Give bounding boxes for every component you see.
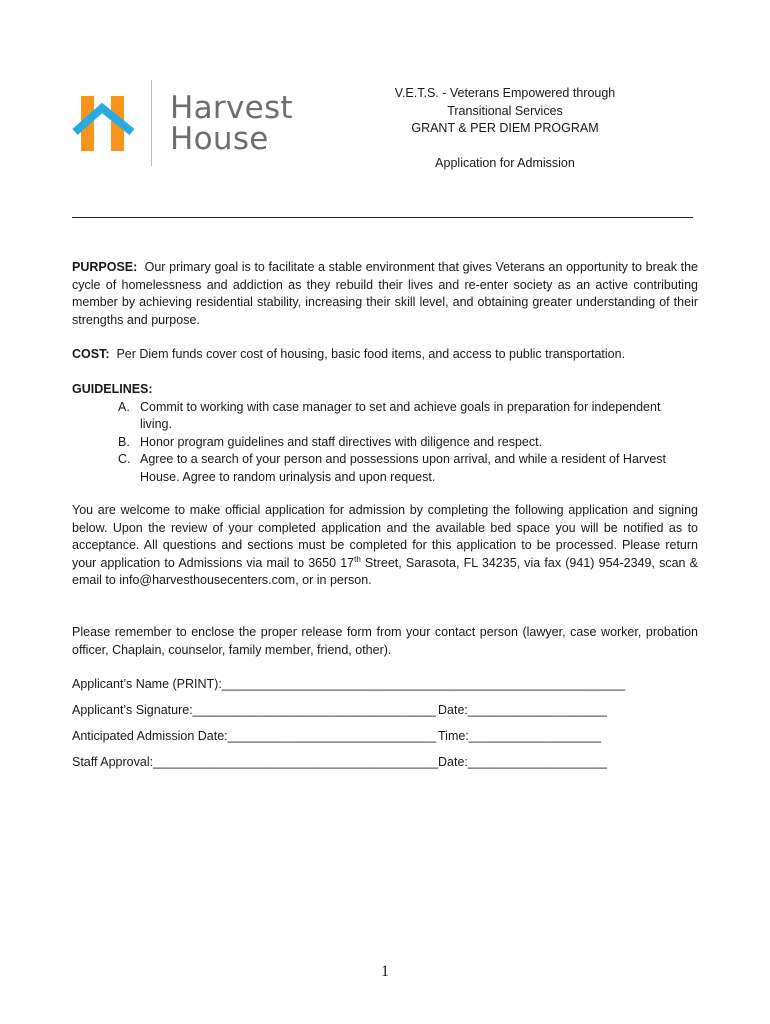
staff-approval-field[interactable]: Staff Approval:_________________________________________	[72, 755, 439, 769]
purpose-paragraph	[72, 259, 698, 329]
guideline-letter: A.	[118, 399, 130, 414]
application-text-part1: You are welcome to make official application for admission by completing the following application and signing below. Upon the review of your completed application and the available bed space you will be notified as to acceptance. All questions and sections must be completed for this application to be processed. Please return your application to Admissions via mail to 3650 17	[72, 503, 698, 570]
application-text-part2: Street, Sarasota, FL 34235, via fax (941) 954-2349, scan & email to info@harvesthousecenters.com, or in person.	[72, 555, 698, 587]
staff-date-field[interactable]: Date:____________________	[438, 755, 607, 769]
list-item	[72, 451, 698, 486]
guidelines-label: GUIDELINES:	[72, 382, 153, 396]
guidelines-list	[72, 399, 698, 487]
logo-divider	[151, 80, 152, 166]
cost-label: COST:	[72, 347, 110, 361]
ordinal-suffix: th	[354, 554, 361, 564]
header-line-vets: V.E.T.S. - Veterans Empowered through	[394, 86, 616, 100]
document-title: Application for Admission	[435, 155, 575, 170]
reminder-paragraph: Please remember to enclose the proper release form from your contact person (lawyer, case worker, probation officer, Chaplain, counselor, family member, friend, other).	[72, 625, 698, 657]
guidelines-section	[72, 381, 698, 486]
logo-text-harvest: Harvest	[170, 90, 293, 126]
header-line-program: GRANT & PER DIEM PROGRAM	[411, 121, 599, 135]
staff-row	[72, 754, 607, 771]
list-item	[72, 399, 698, 434]
logo-text-house: House	[170, 121, 269, 157]
applicant-signature-field[interactable]: Applicant’s Signature:___________________________________	[72, 703, 436, 717]
application-paragraph	[72, 502, 698, 590]
purpose-label: PURPOSE:	[72, 260, 138, 274]
document-header	[360, 85, 650, 172]
admission-time-field[interactable]: Time:___________________	[438, 729, 601, 743]
signature-row	[72, 702, 607, 719]
guideline-text: Agree to a search of your person and possessions upon arrival, and while a resident of Harvest House. Agree to random urinalysis and upon request.	[140, 452, 666, 484]
list-item	[72, 434, 698, 452]
purpose-text: Our primary goal is to facilitate a stable environment that gives Veterans an opportunity to break the cycle of homelessness and addiction as they rebuild their lives and re-enter society as an active contributing member by achieving residential stability, increasing their skill level, and obtaining greater understanding of their strengths and purpose.	[72, 260, 698, 327]
cost-paragraph	[72, 346, 698, 364]
page-number: 1	[381, 963, 389, 980]
header-rule	[72, 217, 693, 218]
admission-date-field[interactable]: Anticipated Admission Date:______________________________	[72, 729, 437, 743]
guideline-letter: C.	[118, 452, 131, 466]
guideline-text: Commit to working with case manager to set and achieve goals in preparation for independent living.	[140, 399, 661, 431]
header-line-services: Transitional Services	[447, 103, 563, 118]
cost-text: Per Diem funds cover cost of housing, basic food items, and access to public transportation.	[116, 347, 626, 361]
guideline-text: Honor program guidelines and staff directives with diligence and respect.	[140, 434, 543, 449]
applicant-name-field[interactable]: Applicant’s Name (PRINT):__________________________________________________________	[72, 677, 626, 691]
admission-row	[72, 728, 601, 745]
signature-date-field[interactable]: Date:____________________	[438, 703, 607, 717]
guideline-letter: B.	[118, 434, 130, 449]
